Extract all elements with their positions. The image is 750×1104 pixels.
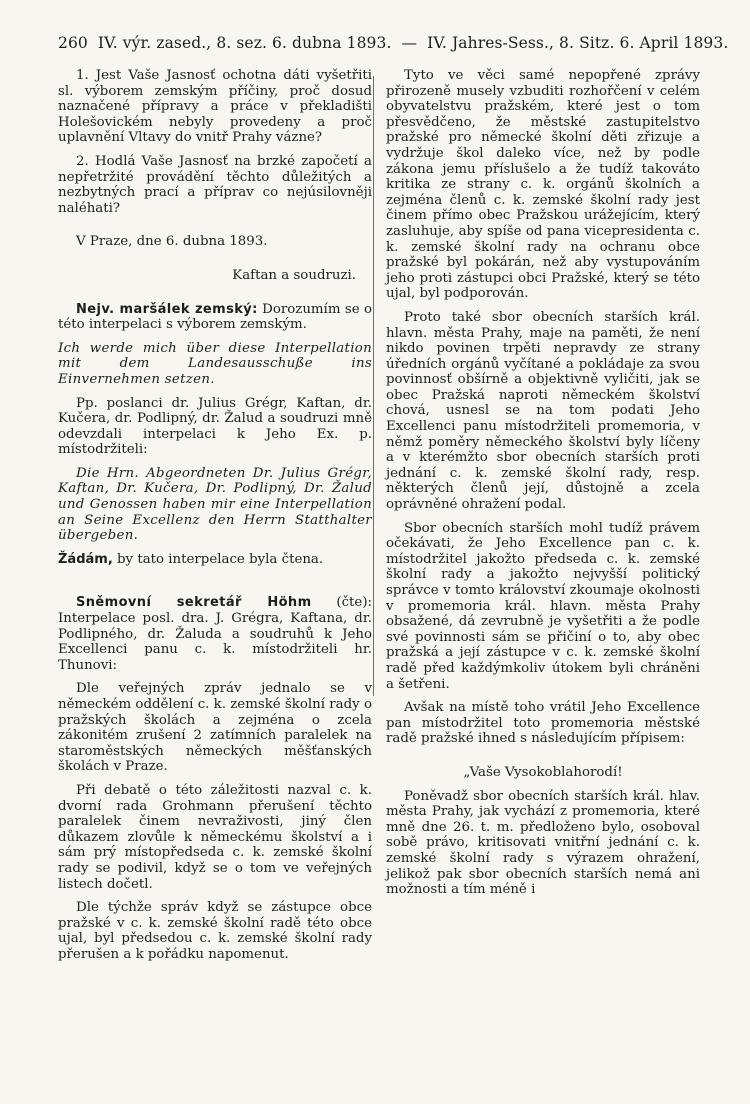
secretary-text: Interpelace posl. dra. J. Grégra, Kaftana, dr. Podlipného, dr. Žaluda a soudruhů k Jeho Excellenci panu c. k. místodržiteli hr. Thunovi: [58,611,372,673]
left-paragraph-3: Dle týchže správ když se zástupce obce pražské v c. k. zemské školní radě této obce ujal, byl předsedou c. k. zemské školní rady přerušen a k pořádku napomenut. [58,900,372,962]
question-2: 2. Hodlá Vaše Jasnosť na brzké započetí a nepřetržité provádění těchto důležitých a nezbytných prací a příprav co nejúsilovněji naléhati? [58,153,372,216]
speaker-marshal: Nejv. maršálek zemský: [76,301,258,317]
speaker-secretary: Sněmovní sekretář Höhm [76,595,312,611]
header-separator: — [401,34,418,52]
page-number: 260 [58,34,88,52]
column-divider [373,76,374,696]
marshal-german-2: Die Hrn. Abgeordneten Dr. Julius Grégr, Kaftan, Dr. Kučera, Dr. Podlipný, Dr. Žalud und Genossen haben mir eine Interpellation an Seine Excellenz den Herrn Statthalter übergeben. [58,465,372,544]
right-paragraph-1: Tyto ve věci samé nepopřené zprávy přirozeně musely vzbuditi rozhořčení v celém obyvatelstvu pražském, které jest o tom přesvědčeno, že městské zastupitelstvo pražské pro německé školní děti zřizuje a vydržuje škol daleko více, než by podle zákona jemu příslušelo a že tudíž takováto kritika ze strany c. k. orgánů školních a zejména členů c. k. zemské školní rady jest činem přímo obec Pražskou urážejícím, který zasluhuje, aby spíše od pana vicepresidenta c. k. zemské školní rady na ochranu obce pražské byl pokárán, než aby vystupováním jeho proti zástupci obci Pražské, který se této ujal, byl podporován. [386,68,700,302]
marshal-statement [58,302,372,333]
header-czech: IV. výr. zased., 8. sez. 6. dubna 1893. [97,34,392,52]
date-line: V Praze, dne 6. dubna 1893. [76,234,268,250]
letter-salutation: „Vaše Vysokoblahorodí! [463,764,623,780]
question-1: 1. Jest Vaše Jasnosť ochotna dáti vyšetřiti sl. výborem zemským příčiny, proč dosud naznačené přípravy a práce v překladišti Holešovickém nebyly provedeny a proč uplavnění Vltavy do vnitř Prahy vázne? [58,68,372,146]
secretary-action: (čte): [336,595,373,611]
secretary-statement [58,595,372,673]
marshal-text: Dorozumím se o této interpelaci s výborem zemským. [58,301,372,333]
left-paragraph-2: Při debatě o této záležitosti nazval c. k. dvorní rada Grohmann přerušení těchto paralelek činem nevraživosti, jiný člen důkazem zlovůle k německému školství a i sám prý místopředseda c. k. zemské školní rady se podivil, když se o tom ve veřejných listech dočetl. [58,782,372,892]
right-paragraph-4: Avšak na místě toho vrátil Jeho Excellence pan místodržitel toto promemoria městské radě pražské ihned s následujícím přípisem: [386,700,700,747]
right-column [386,68,700,906]
running-header [58,34,729,52]
left-paragraph-1: Dle veřejných zpráv jednalo se v německém oddělení c. k. zemské školní rady o pražských školách a zejména o zcela zákonitém zrušení 2 zatímních paralelek na staroměstských německých měšťanských školách v Praze. [58,681,372,775]
request-label: Žádám, [58,551,113,567]
request-text: by tato interpelace byla čtena. [117,551,324,567]
signature-line: Kaftan a soudruzi. [232,267,356,283]
right-paragraph-3: Sbor obecních starších mohl tudíž právem očekávati, že Jeho Excellence pan c. k. místodržitel jakožto předseda c. k. zemské školní rady a jakožto nejvyšší politický správce v tomto království zkoumaje okolnosti v promemoria král. hlavn. města Prahy obsažené, dá zevrubně je vyšetřiti a že podle své povinnosti sám se přičiní o to, aby obec pražská a její zástupce v c. k. zemské školní radě před každýmkoliv útokem byli chráněni a šetřeni. [386,520,700,692]
header-german: IV. Jahres-Sess., 8. Sitz. 6. April 1893. [427,34,729,52]
right-paragraph-5: Poněvadž sbor obecních starších král. hlav. města Prahy, jak vychází z promemoria, které mně dne 26. t. m. předloženo bylo, osoboval sobě právo, kritisovati vnitřní jednání c. k. zemské školní rady s výrazem ohražení, jelikož pak sbor obecních starších nemá ani možnosti a tím méně i [386,788,700,898]
marshal-german: Ich werde mich über diese Interpellation mit dem Landesausschuße ins Einvernehmen setzen. [58,340,372,387]
right-paragraph-2: Proto také sbor obecních starších král. hlavn. města Prahy, maje na paměti, že není nikdo povinen trpěti nepravdy ze strany úředních orgánů vyčítané a pokládaje za svou povinnosť obšírně a objektivně vyličiti, jak se obec Pražská naproti německém školství chová, usnesl se na tom podati Jeho Excellenci panu místodržiteli promemoria, v němž poměry německého školství byly líčeny a v kterémžto sbor obecních starších proti jednání c. k. zemské školní rady, resp. některých členů její, důstojně a zcela oprávněné ohražení podal. [386,309,700,513]
request-reading [58,552,372,568]
marshal-interpelace-note: Pp. poslanci dr. Julius Grégr, Kaftan, dr. Kučera, dr. Podlipný, dr. Žalud a soudruzi mně odevzdali interpelaci k Jeho Ex. p. místodržiteli: [58,395,372,458]
left-column [58,68,372,971]
